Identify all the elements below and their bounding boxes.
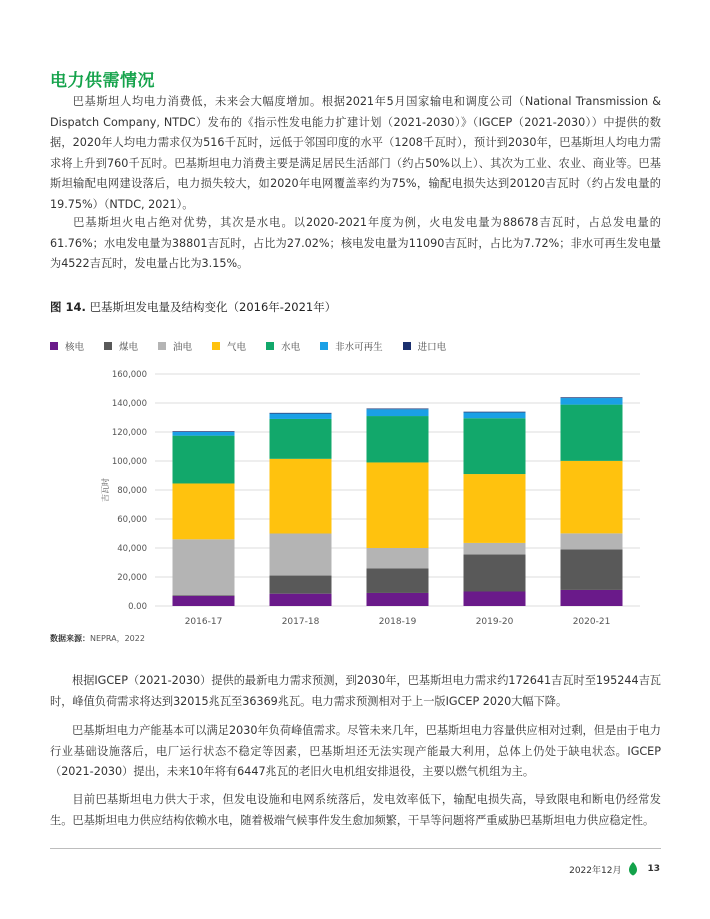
footer-divider (50, 848, 661, 849)
legend-swatch (266, 342, 274, 350)
bar-segment (270, 413, 332, 414)
figure-label: 图 14. (50, 300, 86, 314)
paragraph-1-text: 巴基斯坦人均电力消费低，未来会大幅度增加。根据2021年5月国家输电和调度公司（National Transmission & Dispatch Company, NTDC）发布的《指示性发电能力扩建计划（2021-2030）》（IGCEP（2021-2030））中提供的数据，2020年人均电力需求仅为516千瓦时，远低于邻国印度的水平（1208千瓦时），预计到2030年，巴基斯坦人均电力需求将上升到760千瓦时。巴基斯坦电力消费主要是满足居民生活部门（约占50%以上）、其次为工业、农业、商业等。巴基斯坦输配电网建设落后，电力损失较大，如2020年电网覆盖率约为75%，输配电损失达到20120吉瓦时（约占发电量的19.75%）（NTDC, 2021）。 (50, 95, 661, 211)
bar-segment (561, 590, 623, 606)
y-tick-label: 140,000 (111, 399, 147, 409)
legend-label: 气电 (227, 342, 247, 353)
legend-label: 非水可再生 (335, 342, 383, 353)
legend-swatch (320, 342, 328, 350)
bar-segment (464, 543, 526, 555)
paragraph-3-text: 根据IGCEP（2021-2030）提供的最新电力需求预测，到2030年，巴基斯坦电力需求约172641吉瓦时至195244吉瓦时，峰值负荷需求将达到32015兆瓦至36369兆瓦。电力需求预测相对于上一版IGCEP 2020大幅下降。 (50, 674, 661, 708)
bar-segment (367, 409, 429, 410)
x-tick-label: 2017-18 (281, 617, 320, 627)
bar-segment (464, 474, 526, 543)
paragraph-4-text: 巴基斯坦电力产能基本可以满足2030年负荷峰值需求。尽管未来几年，巴基斯坦电力容量供应相对过剩，但是由于电力行业基础设施落后，电厂运行状态不稳定等因素，巴基斯坦还无法实现产能最大利用，总体上仍处于缺电状态。IGCEP（2021-2030）提出，未来10年将有6447兆瓦的老旧火电机组安排退役，主要以燃气机组为主。 (50, 724, 661, 778)
y-tick-label: 40,000 (117, 544, 147, 554)
bar-segment (561, 397, 623, 398)
legend-label: 进口电 (417, 342, 447, 353)
bar-segment (173, 436, 235, 484)
bar-segment (561, 533, 623, 549)
bar-segment (270, 576, 332, 594)
x-tick-label: 2018-19 (378, 617, 417, 627)
paragraph-2-text: 巴基斯坦火电占绝对优势，其次是水电。以2020-2021年度为例，火电发电量为88678吉瓦时，占总发电量的61.76%；水电发电量为38801吉瓦时，占比为27.02%；核电发电量为11090吉瓦时，占比为7.72%；非水可再生发电量为4522吉瓦时，发电量占比为3.15%。 (50, 216, 661, 270)
bar-segment (270, 594, 332, 606)
paragraph-1 (50, 92, 661, 215)
legend-label: 核电 (65, 342, 85, 353)
bar-segment (270, 459, 332, 534)
bar-segment (367, 568, 429, 593)
figure-title (50, 299, 336, 315)
bar-segment (367, 593, 429, 606)
legend-swatch (212, 342, 220, 350)
y-tick-label: 20,000 (117, 573, 147, 583)
leaf-icon (627, 862, 639, 876)
legend-item (320, 339, 383, 353)
legend-label: 煤电 (119, 342, 139, 353)
source-label: 数据来源： (50, 634, 90, 643)
legend-item (50, 339, 84, 353)
bar-segment (464, 555, 526, 592)
legend-item (212, 339, 246, 353)
section-heading: 电力供需情况 (50, 71, 155, 91)
bar-segment (561, 549, 623, 590)
data-source (50, 633, 145, 644)
y-tick-label: 80,000 (117, 486, 147, 496)
bar-segment (270, 419, 332, 459)
legend-item (266, 339, 300, 353)
bar-segment (173, 595, 235, 596)
bar-segment (561, 461, 623, 534)
source-text: NEPRA，2022 (90, 634, 145, 643)
bar-segment (173, 596, 235, 606)
x-tick-label: 2016-17 (184, 617, 223, 627)
y-tick-label: 120,000 (111, 428, 147, 438)
paragraph-5-text: 目前巴基斯坦电力供大于求，但发电设施和电网系统落后，发电效率低下，输配电损失高，导致限电和断电仍经常发生。巴基斯坦电力供应结构依赖水电，随着极端气候事件发生愈加频繁，干旱等问题将严重威胁巴基斯坦电力供应稳定性。 (50, 793, 661, 827)
x-tick-label: 2019-20 (475, 617, 514, 627)
paragraph-2 (50, 213, 661, 275)
x-tick-label: 2020-21 (572, 617, 611, 627)
legend-swatch (403, 342, 411, 350)
bar-segment (173, 432, 235, 436)
paragraph-5 (50, 790, 661, 831)
y-tick-label: 160,000 (111, 370, 147, 380)
bar-segment (173, 539, 235, 595)
page-number: 13 (647, 864, 660, 874)
bar-segment (367, 462, 429, 548)
legend-item (104, 339, 138, 353)
legend-swatch (158, 342, 166, 350)
bar-segment (367, 416, 429, 462)
legend-swatch (50, 342, 58, 350)
bar-segment (270, 414, 332, 419)
paragraph-4 (50, 721, 661, 783)
bar-segment (173, 431, 235, 432)
chart-legend (50, 339, 466, 353)
y-tick-label: 60,000 (117, 515, 147, 525)
bar-segment (464, 592, 526, 607)
bar-segment (173, 483, 235, 539)
bar-segment (464, 412, 526, 413)
bar-segment (270, 534, 332, 576)
legend-label: 油电 (173, 342, 193, 353)
page-footer (569, 862, 660, 876)
bar-segment (464, 418, 526, 474)
legend-item (403, 339, 447, 353)
legend-item (158, 339, 192, 353)
y-axis-label: 吉瓦时 (101, 478, 110, 502)
figure-caption: 巴基斯坦发电量及结构变化（2016年-2021年） (89, 300, 337, 314)
bar-segment (367, 548, 429, 568)
bar-segment (561, 405, 623, 461)
bar-segment (464, 412, 526, 418)
legend-label: 水电 (281, 342, 301, 353)
y-tick-label: 100,000 (111, 457, 147, 467)
y-tick-label: 0.00 (128, 602, 147, 612)
paragraph-3 (50, 671, 661, 712)
legend-swatch (104, 342, 112, 350)
bar-segment (561, 398, 623, 405)
bar-segment (367, 409, 429, 416)
stacked-bar-chart (50, 360, 660, 630)
footer-date: 2022年12月 (569, 865, 622, 876)
